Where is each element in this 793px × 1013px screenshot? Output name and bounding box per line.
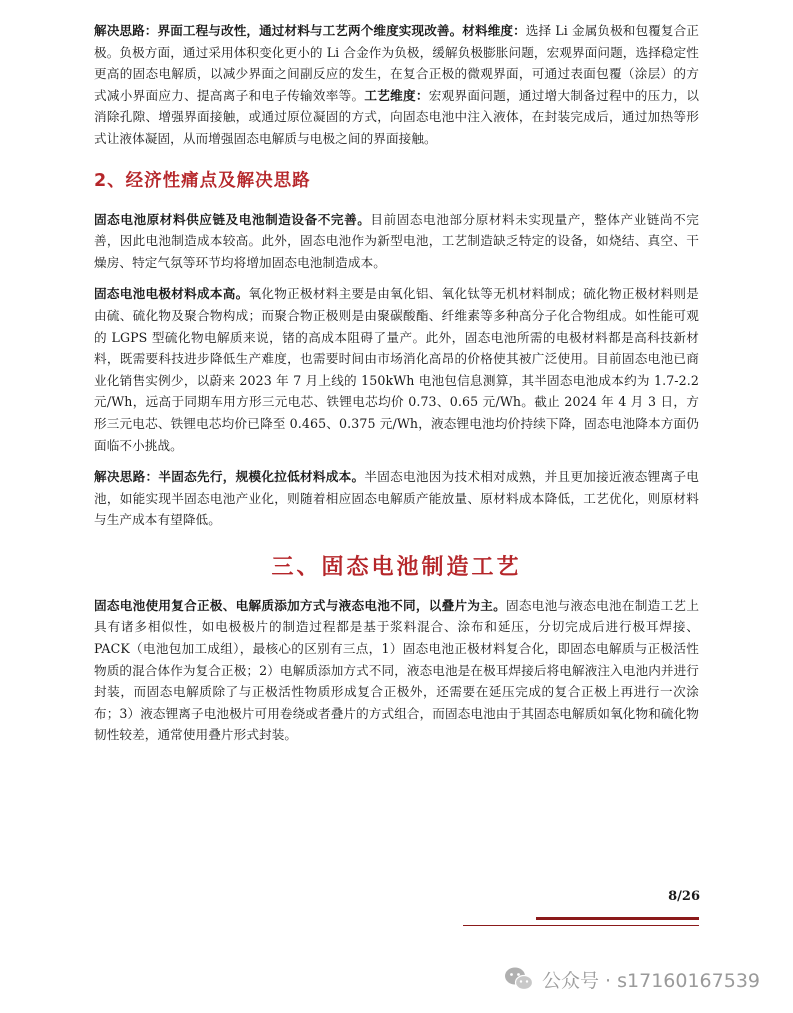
paragraph-solution-interface: [94, 20, 699, 150]
paragraph-lead: 解决思路：界面工程与改性，通过材料与工艺两个维度实现改善。材料维度：: [94, 23, 526, 38]
paragraph-lead: 解决思路：半固态先行，规模化拉低材料成本。: [94, 469, 365, 485]
watermark: [504, 966, 760, 992]
paragraph-text: 固态电池与液态电池在制造工艺上具有诸多相似性，如电极极片的制造过程都是基于浆料混合、涂布和延压，分切完成后进行极耳焊接、PACK（电池包加工成组），最核心的区别有三点，1）固态电池正极材料复合化，即固态电解质与正极活性物质的混合体作为复合正极；2）电解质添加方式不同，液态电池是在极耳焊接后将电解液注入电池内并进行封装，而固态电解质除了与正极活性物质形成复合正极外，还需要在延压完成的复合正极上再进行一次涂布；3）液态锂离子电池极片可用卷绕或者叠片的方式组合，而固态电池由于其固态电解质如氧化物和硫化物韧性较差，通常使用叠片形式封装。: [94, 597, 700, 743]
paragraph-semi-solid: [94, 466, 699, 531]
paragraph-lead: 固态电池使用复合正极、电解质添加方式与液态电池不同，以叠片为主。: [94, 597, 507, 613]
watermark-text: 公众号 · s17160167539: [542, 969, 760, 992]
paragraph-supply-chain: [94, 209, 699, 274]
paragraph-lead: 固态电池原材料供应链及电池制造设备不完善。: [94, 211, 371, 227]
paragraph-electrode-cost: [94, 283, 699, 456]
section-heading-economic: 2、经济性痛点及解决思路: [94, 170, 311, 191]
paragraph-lead: 工艺维度：: [364, 87, 429, 103]
paragraph-text: 半固态电池因为技术相对成熟，并且更加接近液态锂离子电池，如能实现半固态电池产业化，则随着相应固态电解质产能放量、原材料成本降低，工艺优化，则原材料与生产成本有望降低。: [94, 469, 699, 528]
document-body: [94, 20, 699, 746]
chapter-heading-manufacturing: 三、固态电池制造工艺: [271, 554, 522, 580]
paragraph-text: 氧化物正极材料主要是由氧化铝、氧化钛等无机材料制成；硫化物正极材料则是由硫、硫化物及聚合物构成；而聚合物正极则是由聚碳酸酯、纤维素等多种高分子化合物组成。如性能可观的 LGPS 型硫化物电解质来说，锗的高成本阻碍了量产。此外，固态电池所需的电极材料都是高科技新材料，既需要科技进步降低生产难度，也需要时间由市场消化高昂的价格使其被广泛使用。目前固态电池已商业化销售实例少，以蔚来 2023 年 7 月上线的 150kWh 电池包信息测算，其半固态电池成本约为 1.7-2.2 元/Wh，远高于同期车用方形三元电芯、铁锂电芯均价 0.73、0.65 元/Wh。截止 2024 年 4 月 3 日，方形三元电芯、铁锂电芯均价已降至 0.465、0.375 元/Wh，液态锂电池均价持续下降，固态电池降本方面仍面临不小挑战。: [94, 286, 699, 453]
wechat-icon: [504, 966, 534, 992]
paragraph-text: 选择 Li 金属负极和包覆复合正极。负极方面，通过采用体积变化更小的 Li 合金作为负极，缓解负极膨胀问题，宏观界面问题，选择稳定性更高的固态电解质，以减少界面之间副反应的发生，在复合正极的微观界面，可通过表面包覆（涂层）的方式减小界面应力、提高离子和电子传输效率等。: [94, 23, 699, 103]
footer-rule: [463, 925, 699, 926]
paragraph-manufacturing: [94, 595, 699, 746]
paragraph-text: 宏观界面问题，通过增大制备过程中的压力，以消除孔隙、增强界面接触，或通过原位凝固的方式，向固态电池中注入液体，在封装完成后，通过加热等形式让液体凝固，从而增强固态电解质与电极之间的界面接触。: [94, 87, 700, 146]
paragraph-lead: 固态电池电极材料成本高。: [94, 286, 249, 302]
paragraph-text: 目前固态电池部分原材料未实现量产，整体产业链尚不完善，因此电池制造成本较高。此外，固态电池作为新型电池，工艺制造缺乏特定的设备，如烧结、真空、干燥房、特定气氛等环节均将增加固态电池制造成本。: [94, 211, 699, 270]
footer-rule: [536, 917, 699, 920]
page-number: 8/26: [668, 889, 700, 904]
